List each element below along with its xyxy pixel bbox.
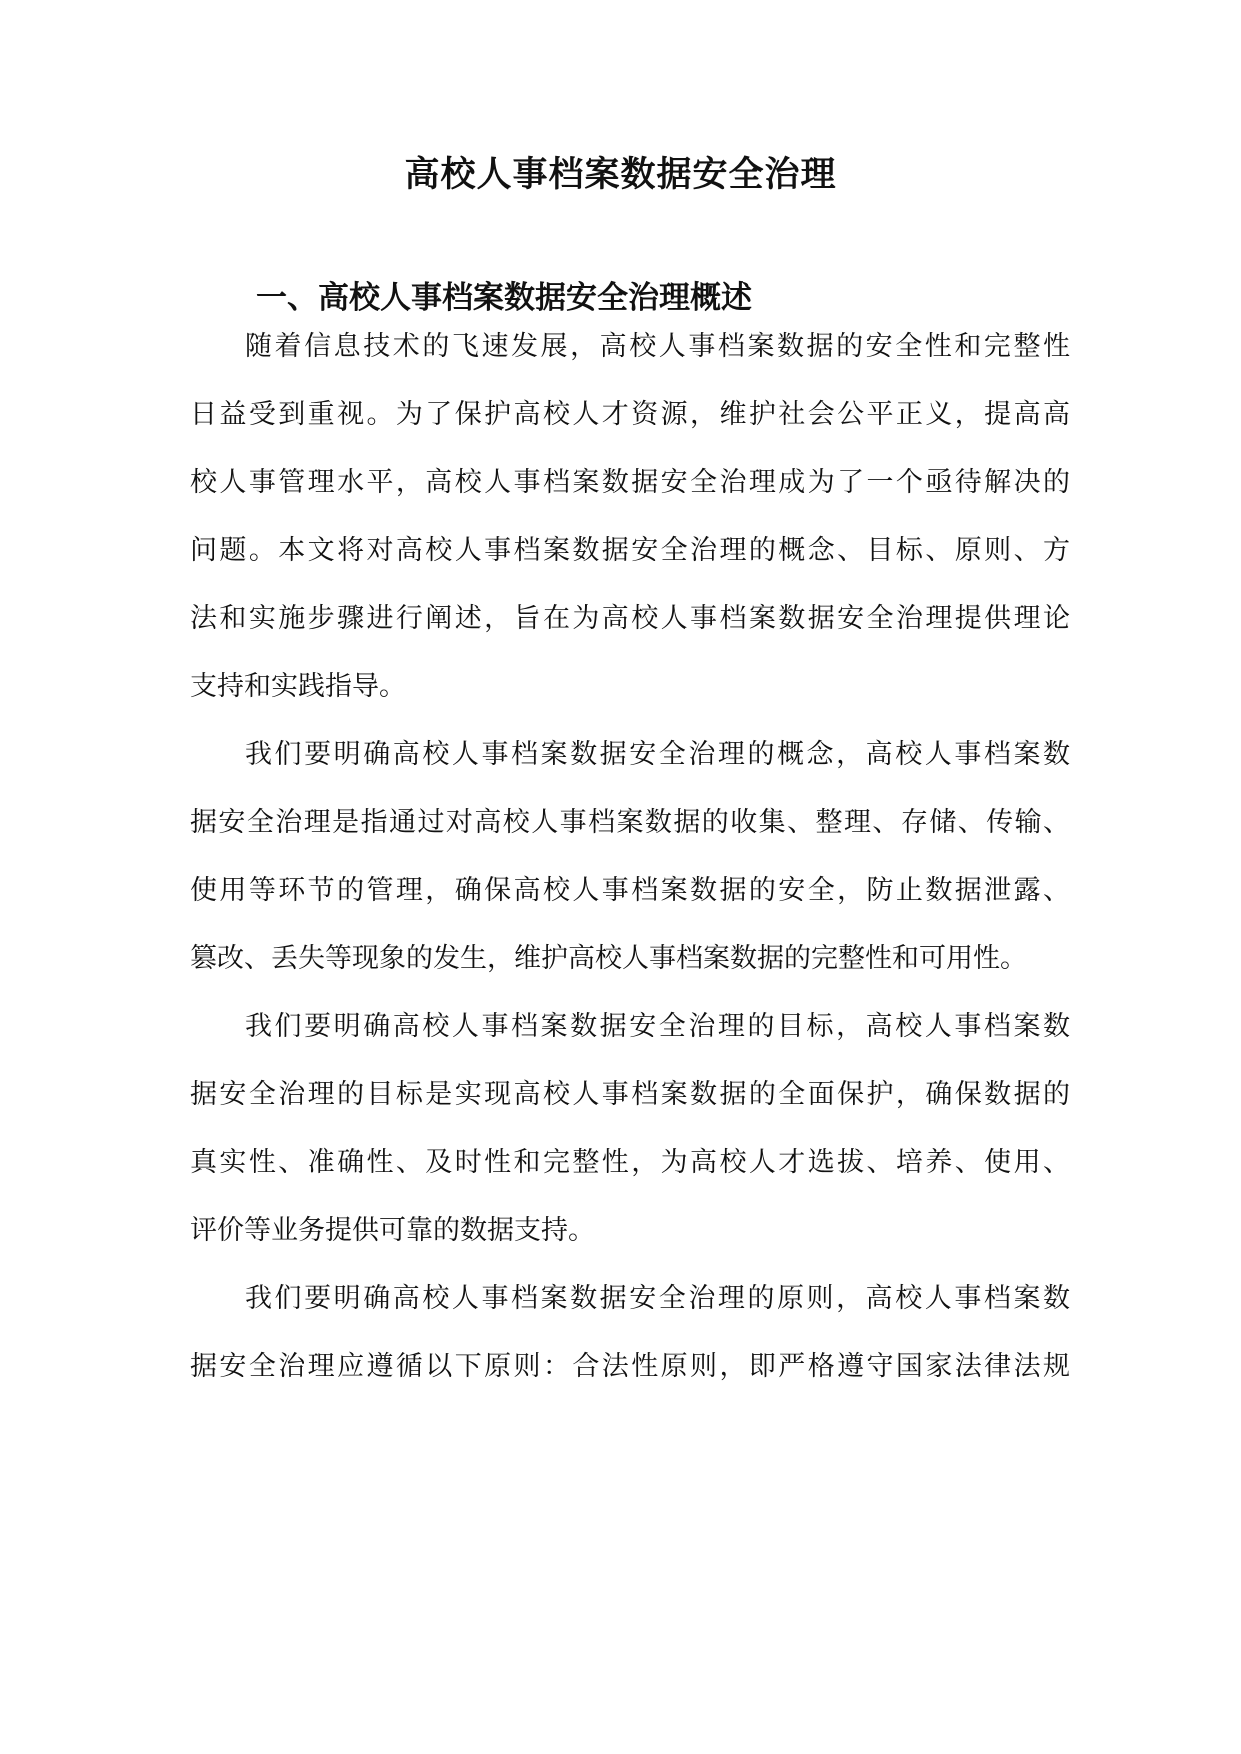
paragraph-line: 日益受到重视。为了保护高校人才资源，维护社会公平正义，提高高: [190, 399, 1070, 430]
paragraph-line: 据安全治理的目标是实现高校人事档案数据的全面保护，确保数据的: [190, 1079, 1070, 1110]
paragraph-line: 问题。本文将对高校人事档案数据安全治理的概念、目标、原则、方: [190, 535, 1070, 566]
paragraph-line: 我们要明确高校人事档案数据安全治理的目标，高校人事档案数: [245, 1011, 1070, 1042]
paragraph-line: 据安全治理应遵循以下原则：合法性原则，即严格遵守国家法律法规: [190, 1351, 1070, 1382]
paragraph-line: 支持和实践指导。: [190, 671, 406, 702]
paragraph-line: 法和实施步骤进行阐述，旨在为高校人事档案数据安全治理提供理论: [190, 603, 1070, 634]
document-title: 高校人事档案数据安全治理: [404, 154, 837, 195]
paragraph-line: 真实性、准确性、及时性和完整性，为高校人才选拔、培养、使用、: [190, 1147, 1070, 1178]
paragraph-line: 使用等环节的管理，确保高校人事档案数据的安全，防止数据泄露、: [190, 875, 1070, 906]
paragraph-line: 篡改、丢失等现象的发生，维护高校人事档案数据的完整性和可用性。: [190, 943, 1027, 974]
paragraph-line: 据安全治理是指通过对高校人事档案数据的收集、整理、存储、传输、: [190, 807, 1070, 838]
section-heading: 一、高校人事档案数据安全治理概述: [256, 280, 752, 316]
paragraph-line: 评价等业务提供可靠的数据支持。: [190, 1215, 595, 1246]
paragraph-line: 随着信息技术的飞速发展，高校人事档案数据的安全性和完整性: [245, 331, 1070, 362]
paragraph-line: 我们要明确高校人事档案数据安全治理的原则，高校人事档案数: [245, 1283, 1070, 1314]
paragraph-line: 我们要明确高校人事档案数据安全治理的概念，高校人事档案数: [245, 739, 1070, 770]
paragraph-line: 校人事管理水平，高校人事档案数据安全治理成为了一个亟待解决的: [190, 467, 1070, 498]
